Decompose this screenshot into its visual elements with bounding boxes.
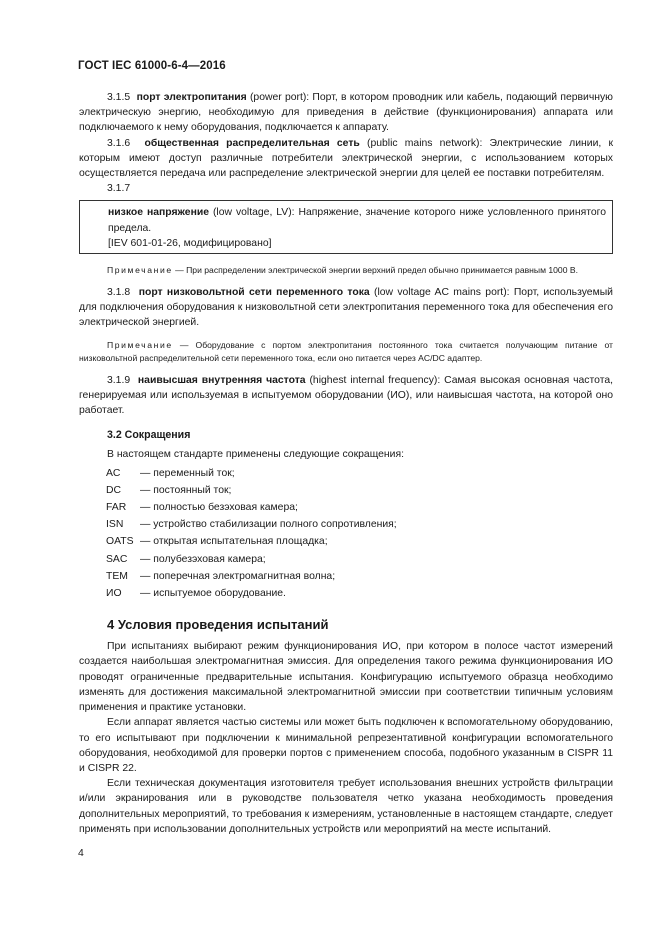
section-4-title: 4 Условия проведения испытаний <box>107 617 329 633</box>
abbr-desc: — устройство стабилизации полного сопротивления; <box>140 519 397 531</box>
clause-number: 3.1.5 <box>107 92 131 103</box>
definition-3-1-6 <box>79 136 613 182</box>
clause-number-3-1-7: 3.1.7 <box>107 183 131 195</box>
list-item <box>106 533 613 550</box>
definition-box-3-1-7 <box>79 200 613 254</box>
abbr-code: DC <box>106 484 122 496</box>
term: порт электропитания <box>136 92 247 103</box>
section-4-paragraph-3: Если техническая документация изготовителя требует использования внешних устройств фильтрации и/или экранирования или в руководстве пользователя четко указана необходимость проведения дополнительных мероприятий, то требования к измерениям, установленные в настоящем стандарте, следует применять при использовании дополнительных устройств или мероприятий на месте испытаний. <box>79 778 613 835</box>
abbr-desc: — испытуемое оборудование. <box>140 588 286 600</box>
term: наивысшая внутренняя частота <box>137 374 306 386</box>
document-header: ГОСТ IEC 61000-6-4—2016 <box>78 60 226 72</box>
list-item <box>106 516 613 533</box>
definition-text: (highest internal frequency): Самая высокая основная частота, генерируемая или используемая в испытуемом оборудовании (ИО), или наивысшая частота, на которой оно работает. <box>79 374 614 417</box>
abbr-code: SAC <box>106 553 128 565</box>
term: порт низковольтной сети переменного тока <box>138 287 370 299</box>
abbr-desc: — постоянный ток; <box>140 484 232 496</box>
note-2 <box>79 339 613 365</box>
abbr-desc: — поперечная электромагнитная волна; <box>140 570 336 582</box>
definition-3-1-5 <box>79 90 613 136</box>
abbr-code: ISN <box>106 519 124 531</box>
note-label: Примечание <box>107 339 173 350</box>
definition-3-1-9 <box>79 373 613 419</box>
definition-text: (public mains network): Электрические линии, к которым имеют доступ различные потребители электрической энергии, с использованием которых осуществляется передача или распределение электрической энергии для целей ее поставки потребителям. <box>79 137 613 180</box>
abbr-code: AC <box>106 467 121 479</box>
section-3-2-title: 3.2 Сокращения <box>107 429 191 442</box>
clause-number: 3.1.8 <box>107 287 131 299</box>
abbr-code: ИО <box>106 588 122 600</box>
abbr-desc: — полностью безэховая камера; <box>140 502 298 514</box>
page-number: 4 <box>78 848 84 859</box>
note-text: — Оборудование с портом электропитания постоянного тока считается получающим питание от низковольтной распределительной сети переменного тока, если оно питается через AC/DC адаптер. <box>79 339 613 363</box>
term: низкое напряжение <box>108 207 210 219</box>
list-item <box>106 482 613 499</box>
list-item <box>106 465 613 482</box>
term: общественная распределительная сеть <box>144 137 360 149</box>
definition-text: (low voltage, LV): Напряжение, значение которого ниже условленного принятого предела. <box>108 207 606 234</box>
note-label: Примечание <box>107 265 173 276</box>
abbreviations-list <box>106 465 613 603</box>
abbr-code: OATS <box>106 536 134 548</box>
source-reference: [IEV 601-01-26, модифицировано] <box>108 237 272 249</box>
abbr-desc: — открытая испытательная площадка; <box>140 536 328 548</box>
page-body <box>79 90 613 837</box>
note-text: — При распределении электрической энергии верхний предел обычно принимается равным 1000 В. <box>172 265 579 276</box>
section-4-paragraph-2: Если аппарат является частью системы или может быть подключен к вспомогательному оборудованию, то его испытывают при подключении к минимальной репрезентативной конфигурации вспомогательного оборудования, необходимой для проверки портов с применением способа, подобного указанным в CISPR 11 и CISPR 22. <box>79 717 613 774</box>
abbr-code: TEM <box>106 570 128 582</box>
definition-text: (power port): Порт, в котором проводник или кабель, подающий первичную электрическую энергию, необходимую для приведения в действие (функционирования) аппарата или подключаемого к нему оборудования, подключается к аппарату. <box>79 92 613 134</box>
list-item <box>106 585 613 602</box>
abbreviations-intro: В настоящем стандарте применены следующие сокращения: <box>107 449 404 461</box>
note-1 <box>79 264 613 277</box>
list-item <box>106 568 613 585</box>
clause-number: 3.1.6 <box>107 137 131 149</box>
clause-number: 3.1.9 <box>107 374 131 386</box>
abbr-code: FAR <box>106 502 127 514</box>
list-item <box>106 499 613 516</box>
definition-text: (low voltage AC mains port): Порт, используемый для подключения оборудования к низковольтной сети электропитания переменного тока для обеспечения его электрической энергией. <box>79 287 613 329</box>
definition-3-1-7 <box>108 205 606 235</box>
section-4-paragraph-1: При испытаниях выбирают режим функционирования ИО, при котором в полосе частот измерений создается наибольшая электромагнитная эмиссия. Для определения такого режима функционирования ИО проводят ограниченные предварительные испытания. Конфигурацию испытуемого образца необходимо изменять для достижения максимальной электромагнитной эмиссии при соответствии типичным условиям применения и практике установки. <box>79 641 613 714</box>
definition-3-1-8 <box>79 285 613 331</box>
abbr-desc: — полубезэховая камера; <box>140 553 266 565</box>
abbr-desc: — переменный ток; <box>140 467 235 479</box>
list-item <box>106 551 613 568</box>
